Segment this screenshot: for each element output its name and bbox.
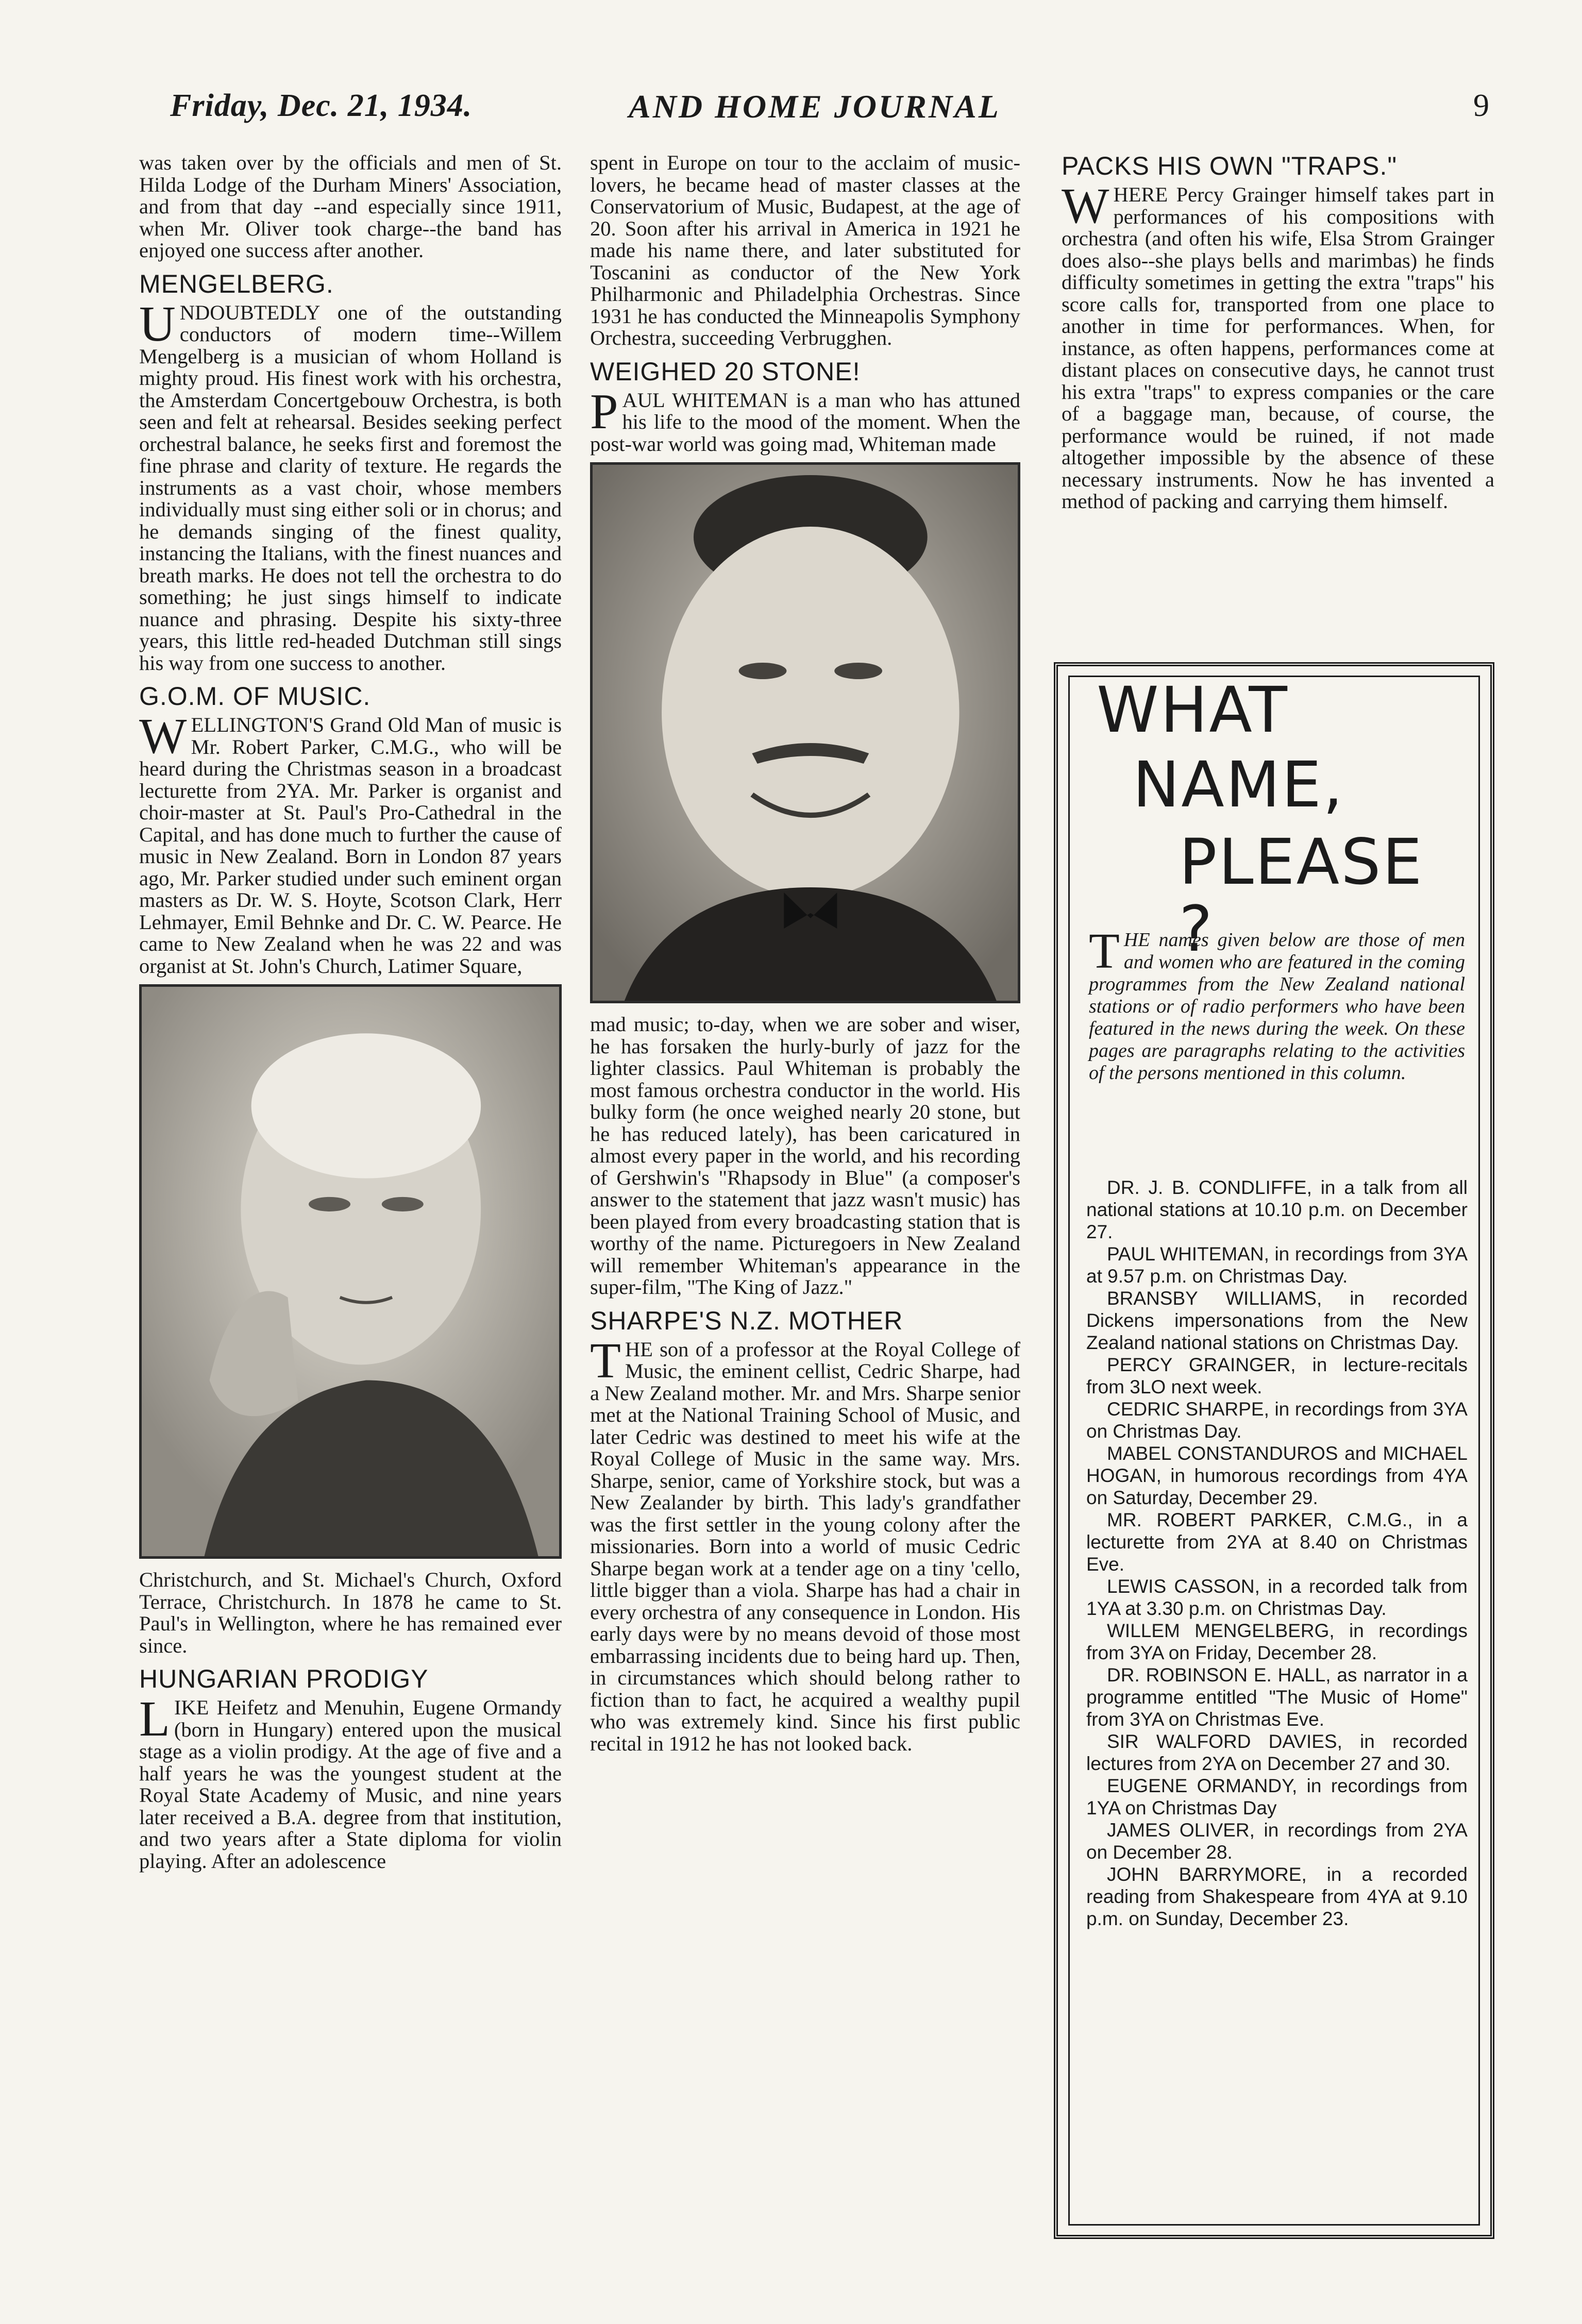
journal-title: AND HOME JOURNAL [629, 88, 1001, 125]
listing-item: PERCY GRAINGER, in lecture-recitals from 3LO next week. [1086, 1354, 1468, 1397]
article-mengelberg [139, 296, 562, 675]
listing-item: LEWIS CASSON, in a recorded talk from 1YA at 3.30 p.m. on Christmas Day. [1086, 1576, 1468, 1619]
article-sharpe [590, 1333, 1020, 1755]
listing-item: DR. J. B. CONDLIFFE, in a talk from all national stations at 10.10 p.m. on December 27. [1086, 1177, 1468, 1242]
box-intro [1089, 923, 1465, 1084]
article-body: AUL WHITEMAN is a man who has attuned his life to the mood of the moment. When the post-war world was going mad, Whiteman made [590, 388, 1020, 456]
article-body: NDOUBTEDLY one of the outstanding conductors of modern time--Willem Mengelberg is a musician of whom Holland is mighty proud. His finest work with his orchestra, the Amsterdam Concertgebouw Orchestra, is both seen and felt at rehearsal. Besides seeking perfect orchestral balance, he seeks first and foremost the fine phrase and clarity of texture. He regards the instruments as a vast choir, whose members individually must sing either soli or in chorus; and he demands singing of the finest quality, instancing the Italians, with the finest nuances and breath marks. He does not tell the orchestra to do something; he just sings himself to indicate nuance and phrasing. Despite his sixty-three years, this little red-headed Dutchman still sings his way from one success to another. [139, 300, 562, 675]
listing-item: JAMES OLIVER, in recordings from 2YA on December 28. [1086, 1820, 1468, 1863]
box-title-line-3: PLEASE ? [1179, 826, 1424, 966]
listing-item: CEDRIC SHARPE, in recordings from 3YA on Christmas Day. [1086, 1399, 1468, 1442]
article-body: HE son of a professor at the Royal College of Music, the eminent cellist, Cedric Sharpe, had a New Zealand mother. Mr. and Mrs. Sharpe senior met at the National Training School of Music, and later Cedric was destined to meet his wife at the Royal College of Music in the same way. Mrs. Sharpe, senior, came of Yorkshire stock, but was a New Zealander by birth. This lady's grandfather was the first settler in the young colony after the missionaries. Born into a world of music Cedric Sharpe began work at a tender age on a tiny 'cello, little bigger than a viola. Sharpe has had a chair in every orchestra of any consequence in London. His early days were by no means devoid of those most embarrassing incidents due to being hard up. Then, in circumstances which should belong rather to fiction than to fact, he acquired a wealthy pupil who was extremely kind. Since his first public recital in 1912 he has not looked back. [590, 1337, 1020, 1755]
drop-cap: W [1062, 178, 1109, 234]
drop-cap: T [1089, 923, 1120, 979]
column-1 [139, 152, 562, 1874]
listing-item: DR. ROBINSON E. HALL, as narrator in a programme entitled "The Music of Home" from 3YA on Christmas Eve. [1086, 1664, 1468, 1730]
headline-mengelberg: MENGELBERG. [139, 269, 334, 298]
article-body: HERE Percy Grainger himself takes part in performances of his compositions with orchestra (and often his wife, Elsa Strom Grainger does also--she plays bells and marimbas) he finds difficulty sometimes in getting the extra "traps" his score calls for, transported from one place to another in time for performances. When, for instance, as often happens, performances come at distant places on consecutive days, he cannot trust his extra "traps" to express companies or the care of a baggage man, because, of course, the performance would be ruined, if not made altogether impossible by the absence of these necessary instruments. Now he has invented a method of packing and carrying them himself. [1062, 183, 1494, 513]
article-gom [139, 709, 562, 978]
box-title-line-2: NAME, [1133, 748, 1344, 821]
portrait-illustration [142, 987, 559, 1556]
listing-item: MR. ROBERT PARKER, C.M.G., in a lecturette from 2YA at 8.40 on Christmas Eve. [1086, 1509, 1468, 1575]
headline-weighed: WEIGHED 20 STONE! [590, 357, 861, 386]
listing-list [1086, 1176, 1468, 1930]
drop-cap: W [139, 709, 187, 764]
article-hungarian-continued: spent in Europe on tour to the acclaim of music-lovers, he became head of master classes at the Conservatorium of Music, Budapest, at the age of 20. Soon after his arrival in America in 1921 he made his name there, and later substituted for Toscanini as conductor of the New York Philharmonic and Philadelphia Orchestras. Since 1931 he has conducted the Minneapolis Symphony Orchestra, succeeding Verbrugghen. [590, 151, 1020, 349]
listing-item: EUGENE ORMANDY, in recordings from 1YA on Christmas Day [1086, 1775, 1468, 1818]
listing-item: BRANSBY WILLIAMS, in recorded Dickens impersonations from the New Zealand national stations on Christmas Day. [1086, 1288, 1468, 1353]
article-continuation: was taken over by the officials and men of St. Hilda Lodge of the Durham Miners' Association, and from that day --and especially since 1911, when Mr. Oliver took charge--the band has enjoyed one success after another. [139, 151, 562, 262]
article-weighed-continued: mad music; to-day, when we are sober and wiser, he has forsaken the hurly-burly of jazz for the lighter classics. Paul Whiteman is probably the most famous orchestra conductor in the world. His bulky form (he once weighed nearly 20 stone, but he has reduced lately), has been caricatured in almost every paper in the world, and his recording of Gershwin's "Rhapsody in Blue" (a composer's answer to the statement that jazz wasn't music) has been played from every broadcasting station that is worthy of the name. Picturegoers in New Zealand will remember Whiteman's appearance in the super-film, "The King of Jazz." [590, 1013, 1020, 1299]
drop-cap: P [590, 383, 618, 440]
headline-traps: PACKS HIS OWN "TRAPS." [1062, 151, 1398, 180]
headline-hungarian: HUNGARIAN PRODIGY [139, 1664, 429, 1693]
what-name-please-box [1054, 662, 1494, 2239]
listing-item: PAUL WHITEMAN, in recordings from 3YA at 9.57 p.m. on Christmas Day. [1086, 1243, 1468, 1287]
drop-cap: U [139, 296, 176, 352]
drop-cap: T [590, 1333, 621, 1389]
article-gom-continued: Christchurch, and St. Michael's Church, Oxford Terrace, Christchurch. In 1878 he came to St. Paul's in Wellington, where he has remained ever since. [139, 1568, 562, 1657]
article-body: IKE Heifetz and Menuhin, Eugene Ormandy (born in Hungary) entered upon the musical stage as a violin prodigy. At the age of five and a half years he was the youngest student at the Royal State Academy of Music, and nine years later received a B.A. degree from that institution, and two years after a State diploma for violin playing. After an adolescence [139, 1696, 562, 1873]
article-traps [1062, 178, 1494, 513]
box-intro-text: HE names given below are those of men and women who are featured in the coming programmes from the New Zealand national stations or of radio performers who have been featured in the news during the week. On these pages are paragraphs relating to the activities of the persons mentioned in this column. [1089, 929, 1465, 1084]
article-hungarian [139, 1691, 562, 1873]
headline-sharpe: SHARPE'S N.Z. MOTHER [590, 1306, 903, 1335]
listing-item: MABEL CONSTANDUROS and MICHAEL HOGAN, in humorous recordings from 4YA on Saturday, December 29. [1086, 1443, 1468, 1508]
article-body: ELLINGTON'S Grand Old Man of music is Mr. Robert Parker, C.M.G., who will be heard during the Christmas season in a broadcast lecturette from 2YA. Mr. Parker is organist and choir-master at St. Paul's Pro-Cathedral in the Capital, and has done much to further the cause of music in New Zealand. Born in London 87 years ago, Mr. Parker studied under such eminent organ masters as Dr. W. S. Hoyte, Scotson Clark, Herr Lehmayer, Emil Behnke and Dr. C. W. Pearce. He came to New Zealand when he was 22 and was organist at St. John's Church, Latimer Square, [139, 713, 562, 978]
listing-item: JOHN BARRYMORE, in a recorded reading from Shakespeare from 4YA at 9.10 p.m. on Sunday, December 23. [1086, 1864, 1468, 1929]
listing-item: SIR WALFORD DAVIES, in recorded lectures from 2YA on December 27 and 30. [1086, 1731, 1468, 1774]
column-2 [590, 152, 1020, 1757]
portrait-illustration [593, 465, 1018, 1001]
listing-item: WILLEM MENGELBERG, in recordings from 3YA on Friday, December 28. [1086, 1620, 1468, 1663]
issue-date: Friday, Dec. 21, 1934. [170, 88, 473, 123]
headline-gom: G.O.M. OF MUSIC. [139, 682, 371, 711]
page-number: 9 [1473, 88, 1489, 123]
drop-cap: L [139, 1691, 170, 1747]
box-title-line-1: WHAT [1097, 673, 1289, 747]
portrait-photo-whiteman [590, 462, 1020, 1003]
page-header [170, 88, 1489, 134]
column-3 [1062, 152, 1494, 515]
article-weighed [590, 383, 1020, 456]
portrait-photo-parker [139, 984, 562, 1559]
